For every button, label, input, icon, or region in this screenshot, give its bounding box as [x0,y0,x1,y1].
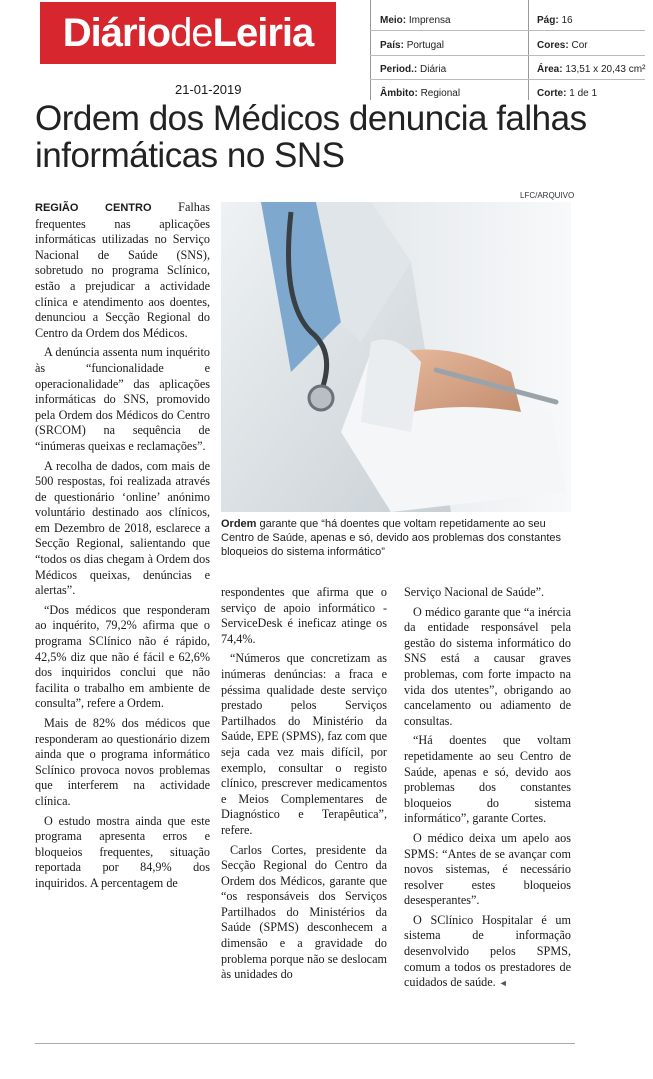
meta-row: País: Portugal [380,40,444,51]
bottom-rule [35,1043,575,1044]
paragraph: Carlos Cortes, presidente da Secção Regional do Centro da Ordem dos Médicos, garante que “os responsáveis dos Serviços Partilhados do Ministérios da Saúde (SPMS) desconhecem a dimensão e a gravidade do problema porque não se deslocam às unidades do [221,842,387,982]
paragraph: Mais de 82% dos médicos que responderam ao questionário dizem ainda que o programa informático Sclínico provoca novos problemas que interferem na actividade clínica. [35,716,210,808]
meta-rule [370,79,645,80]
article-column-1 [35,200,210,896]
paragraph: O médico deixa um apelo aos SPMS: “Antes de se avançar com novos sistemas, é necessário resolver estes bloqueios desesperantes”. [404,830,571,908]
logo-de: de [170,11,213,55]
publication-date: 21-01-2019 [175,82,242,97]
paragraph: O estudo mostra ainda que este programa apresenta erros e bloqueios frequentes, situação reportada por 84,9% dos inquiridos. A percentagem de [35,813,210,890]
end-of-article-icon: ◄ [498,978,508,989]
meta-row: Âmbito: Regional [380,88,461,99]
meta-row: Corte: 1 de 1 [537,88,598,99]
meta-divider-right [528,0,529,100]
doctor-writing-illustration [221,202,571,512]
meta-divider-left [370,0,371,100]
article-column-3 [404,585,571,996]
region-label: REGIÃO CENTRO [35,202,152,214]
meta-row: Área: 13,51 x 20,43 cm² [537,64,646,75]
paragraph: Serviço Nacional de Saúde”. [404,585,545,599]
headline: Ordem dos Médicos denuncia falhas informáticas no SNS [35,99,587,175]
caption-lead: Ordem [221,518,257,530]
meta-rule [370,55,645,56]
newspaper-logo [40,2,336,64]
paragraph: respondentes que afirma que o serviço de apoio informático - ServiceDesk é ineficaz atinge os 74,4%. [221,585,387,646]
paragraph: “Números que concretizam as inúmeras denúncias: a fraca e péssima qualidade deste serviço prestado pelos Serviços Partilhados do Ministério da Saúde, EPE (SPMS), faz com que seja cada vez mais difícil, por exemplo, consultar o registo clínico, prescrever medicamentos e Meios Complementares de Diagnóstico e Terapêutica”, refere. [221,651,387,837]
article-photo [221,202,571,512]
meta-rule [370,30,645,31]
paragraph: A denúncia assenta num inquérito às “funcionalidade e operacionalidade” das aplicações informáticas do SNS, promovido pela Ordem dos Médicos do Centro (SRCOM) na sequência de “inúmeras queixas e reclamações”. [35,345,210,453]
paragraph: “Há doentes que voltam repetidamente ao seu Centro de Saúde, apenas e só, devido aos problemas dos constantes bloqueios do sistema informático”, garante Cortes. [404,733,571,826]
meta-row: Meio: Imprensa [380,15,451,26]
logo-leiria: Leiria [212,11,314,55]
logo-diario: Diário [62,11,171,55]
paragraph: “Dos médicos que responderam ao inquérito, 79,2% afirma que o programa SClínico não é rápido, 42,5% diz que não é fácil e 62,6% dos inquiridos conclui que não facilita o trabalho em ambiente de consulta”, refere a Ordem. [35,602,210,711]
meta-row: Cores: Cor [537,40,588,51]
article-column-2 [221,585,387,987]
paragraph: A recolha de dados, com mais de 500 respostas, foi realizada através de questionário ‘online’ anónimo voluntário destinado aos clínicos, em Dezembro de 2018, esclarece a Secção Regional, salientando que “todos os dias chegam à Ordem dos Médicos queixas, denúncias e alertas”. [35,458,210,598]
paragraph: REGIÃO CENTRO Falhas frequentes nas aplicações informáticas utilizadas no Serviço Nacional de Saúde (SNS), sobretudo no programa Sclínico, estão a prejudicar a actividade clínica e atendimento aos doentes, denunciou a Secção Regional do Centro da Ordem dos Médicos. [35,200,210,340]
paragraph: O SClínico Hospitalar é um sistema de informação desenvolvido pelos SPMS, comum a todos os prestadores de cuidados de saúde. ◄ [404,912,571,990]
meta-row: Pág: 16 [537,15,573,26]
photo-caption [221,517,571,559]
meta-row: Period.: Diária [380,64,447,75]
caption-text: garante que “há doentes que voltam repetidamente ao seu Centro de Saúde, apenas e só, devido aos problemas dos constantes bloqueios do sistema informático” [221,518,562,558]
paragraph: O médico garante que “a inércia da entidade responsável pela gestão do sistema informático do SNS está a causar graves problemas, com forte impacto na vida dos utentes”, obrigando ao cancelamento ou adiamento de consultas. [404,604,571,728]
photo-credit: LFC/ARQUIVO [520,191,575,200]
